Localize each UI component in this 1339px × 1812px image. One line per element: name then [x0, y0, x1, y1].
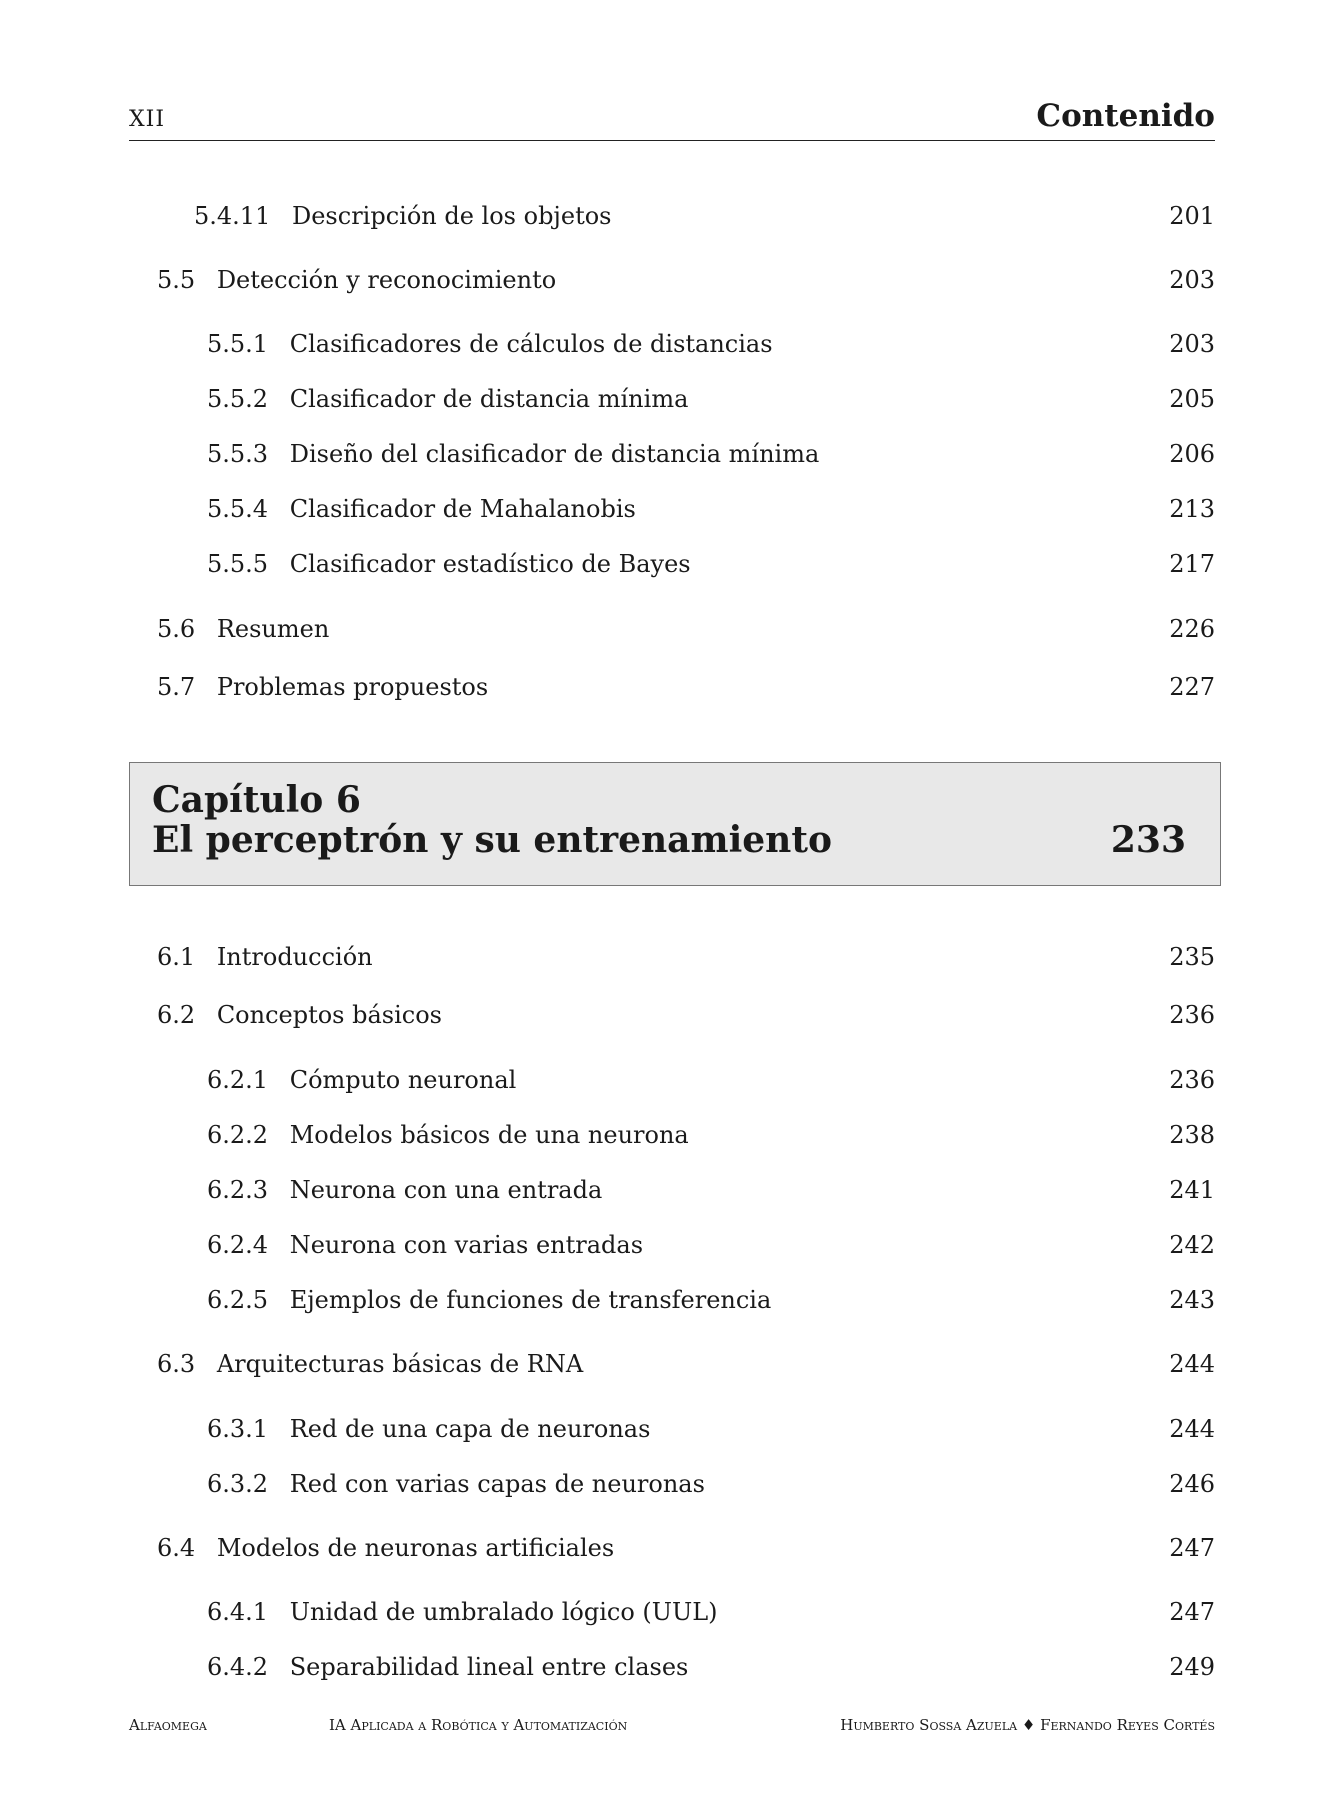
chapter-title: El perceptrón y su entrenamiento — [152, 819, 832, 861]
toc-entry — [0, 385, 1215, 425]
toc-entry-title: Unidad de umbralado lógico (UUL) — [289, 1598, 718, 1626]
toc-entry-title: Problemas propuestos — [216, 673, 489, 701]
toc-entry-page: 243 — [1169, 1286, 1215, 1314]
toc-entry-page: 247 — [1169, 1534, 1215, 1562]
toc-entry-label — [194, 202, 611, 230]
toc-entry-number: 6.2 — [157, 1001, 196, 1029]
toc-entry-page: 244 — [1169, 1350, 1215, 1378]
toc-entry-label — [207, 1415, 650, 1443]
toc-entry-page: 206 — [1169, 440, 1215, 468]
toc-entry-label — [157, 1534, 614, 1562]
toc-entry-page: 246 — [1169, 1470, 1215, 1498]
toc-entry — [0, 495, 1215, 535]
toc-entry-title: Clasificador estadístico de Bayes — [289, 550, 691, 578]
toc-entry — [0, 1653, 1215, 1693]
toc-entry — [0, 1176, 1215, 1216]
toc-entry-title: Conceptos básicos — [216, 1001, 442, 1029]
toc-entry-page: 203 — [1169, 330, 1215, 358]
toc-entry-label — [157, 266, 556, 294]
toc-entry — [0, 1001, 1215, 1041]
toc-entry-title: Detección y reconocimiento — [216, 266, 557, 294]
toc-entry — [0, 615, 1215, 655]
page-header — [129, 96, 1215, 141]
toc-entry-number: 6.4.2 — [207, 1653, 269, 1681]
toc-entry-label — [207, 440, 819, 468]
toc-entry-page: 205 — [1169, 385, 1215, 413]
toc-entry-label — [207, 1598, 718, 1626]
toc-entry-label — [157, 673, 488, 701]
toc-entry-label — [157, 1350, 583, 1378]
toc-entry-number: 6.4 — [157, 1534, 196, 1562]
toc-entry — [0, 1121, 1215, 1161]
toc-entry-label — [207, 1066, 516, 1094]
toc-entry — [0, 1350, 1215, 1390]
toc-entry-title: Introducción — [216, 943, 373, 971]
header-title: Contenido — [1036, 98, 1215, 134]
toc-entry-number: 6.2.5 — [207, 1286, 269, 1314]
toc-entry-title: Diseño del clasificador de distancia mínima — [289, 440, 820, 468]
toc-entry — [0, 1231, 1215, 1271]
toc-entry-page: 235 — [1169, 943, 1215, 971]
toc-entry-title: Modelos de neuronas artificiales — [216, 1534, 615, 1562]
toc-entry-title: Arquitecturas básicas de RNA — [216, 1350, 584, 1378]
toc-entry — [0, 1066, 1215, 1106]
toc-entry-page: 249 — [1169, 1653, 1215, 1681]
toc-entry-page: 217 — [1169, 550, 1215, 578]
toc-entry-label — [157, 943, 373, 971]
toc-entry-page: 236 — [1169, 1066, 1215, 1094]
toc-entry-label — [207, 495, 636, 523]
toc-entry-number: 5.5.4 — [207, 495, 269, 523]
toc-entry — [0, 330, 1215, 370]
toc-entry-number: 6.2.4 — [207, 1231, 269, 1259]
toc-entry-title: Separabilidad lineal entre clases — [289, 1653, 689, 1681]
toc-entry-page: 201 — [1169, 202, 1215, 230]
toc-entry — [0, 1598, 1215, 1638]
toc-entry-page: 213 — [1169, 495, 1215, 523]
toc-entry-number: 6.4.1 — [207, 1598, 269, 1626]
toc-entry-number: 5.5.5 — [207, 550, 269, 578]
toc-entry-number: 5.6 — [157, 615, 196, 643]
toc-entry — [0, 202, 1215, 242]
toc-entry-label — [207, 330, 773, 358]
toc-entry-number: 6.3.2 — [207, 1470, 269, 1498]
toc-entry — [0, 266, 1215, 306]
toc-entry-label — [207, 1470, 705, 1498]
footer-publisher: Alfaomega — [129, 1716, 207, 1734]
toc-entry — [0, 1470, 1215, 1510]
toc-entry-title: Resumen — [216, 615, 330, 643]
toc-entry-label — [157, 1001, 442, 1029]
toc-entry-title: Neurona con varias entradas — [289, 1231, 644, 1259]
toc-entry — [0, 1286, 1215, 1326]
toc-entry-label — [207, 1121, 689, 1149]
toc-entry-number: 6.3.1 — [207, 1415, 269, 1443]
toc-entry-label — [157, 615, 329, 643]
toc-entry — [0, 673, 1215, 713]
toc-entry-number: 5.5.3 — [207, 440, 269, 468]
footer-book-title: IA Aplicada a Robótica y Automatización — [329, 1716, 628, 1734]
toc-entry-page: 227 — [1169, 673, 1215, 701]
toc-entry-title: Cómputo neuronal — [289, 1066, 517, 1094]
toc-entry — [0, 943, 1215, 983]
toc-entry-title: Clasificadores de cálculos de distancias — [289, 330, 773, 358]
toc-entry-label — [207, 1286, 771, 1314]
toc-entry-number: 6.2.2 — [207, 1121, 269, 1149]
toc-entry-label — [207, 1653, 688, 1681]
toc-entry-title: Clasificador de distancia mínima — [289, 385, 689, 413]
toc-entry-number: 6.1 — [157, 943, 196, 971]
toc-entry-number: 5.5 — [157, 266, 196, 294]
toc-entry-number: 5.5.2 — [207, 385, 269, 413]
toc-entry-page: 238 — [1169, 1121, 1215, 1149]
toc-entry — [0, 550, 1215, 590]
toc-entry-page: 244 — [1169, 1415, 1215, 1443]
toc-entry-title: Neurona con una entrada — [289, 1176, 603, 1204]
toc-entry — [0, 440, 1215, 480]
toc-entry-number: 5.7 — [157, 673, 196, 701]
toc-entry-title: Descripción de los objetos — [291, 202, 612, 230]
toc-entry-page: 226 — [1169, 615, 1215, 643]
toc-entry-number: 5.4.11 — [194, 202, 271, 230]
toc-entry-page: 203 — [1169, 266, 1215, 294]
toc-entry — [0, 1415, 1215, 1455]
toc-entry-number: 6.2.1 — [207, 1066, 269, 1094]
toc-entry-page: 242 — [1169, 1231, 1215, 1259]
toc-entry-label — [207, 1176, 602, 1204]
toc-entry-page: 247 — [1169, 1598, 1215, 1626]
toc-entry-label — [207, 1231, 643, 1259]
toc-entry-title: Clasificador de Mahalanobis — [289, 495, 636, 523]
toc-entry-title: Modelos básicos de una neurona — [289, 1121, 689, 1149]
toc-entry-title: Red de una capa de neuronas — [289, 1415, 651, 1443]
toc-entry-page: 236 — [1169, 1001, 1215, 1029]
toc-entry-label — [207, 385, 688, 413]
toc-entry-page: 241 — [1169, 1176, 1215, 1204]
page-footer — [129, 1716, 1215, 1740]
page-number: XII — [129, 107, 166, 132]
toc-entry-title: Red con varias capas de neuronas — [289, 1470, 705, 1498]
toc-entry — [0, 1534, 1215, 1574]
toc-entry-number: 5.5.1 — [207, 330, 269, 358]
toc-entry-title: Ejemplos de funciones de transferencia — [289, 1286, 772, 1314]
chapter-heading-box — [129, 762, 1221, 886]
toc-entry-label — [207, 550, 691, 578]
toc-entry-number: 6.3 — [157, 1350, 196, 1378]
chapter-label: Capítulo 6 — [152, 779, 361, 821]
toc-entry-number: 6.2.3 — [207, 1176, 269, 1204]
chapter-page: 233 — [1110, 819, 1186, 861]
footer-authors: Humberto Sossa Azuela ♦ Fernando Reyes Cortés — [840, 1716, 1215, 1734]
